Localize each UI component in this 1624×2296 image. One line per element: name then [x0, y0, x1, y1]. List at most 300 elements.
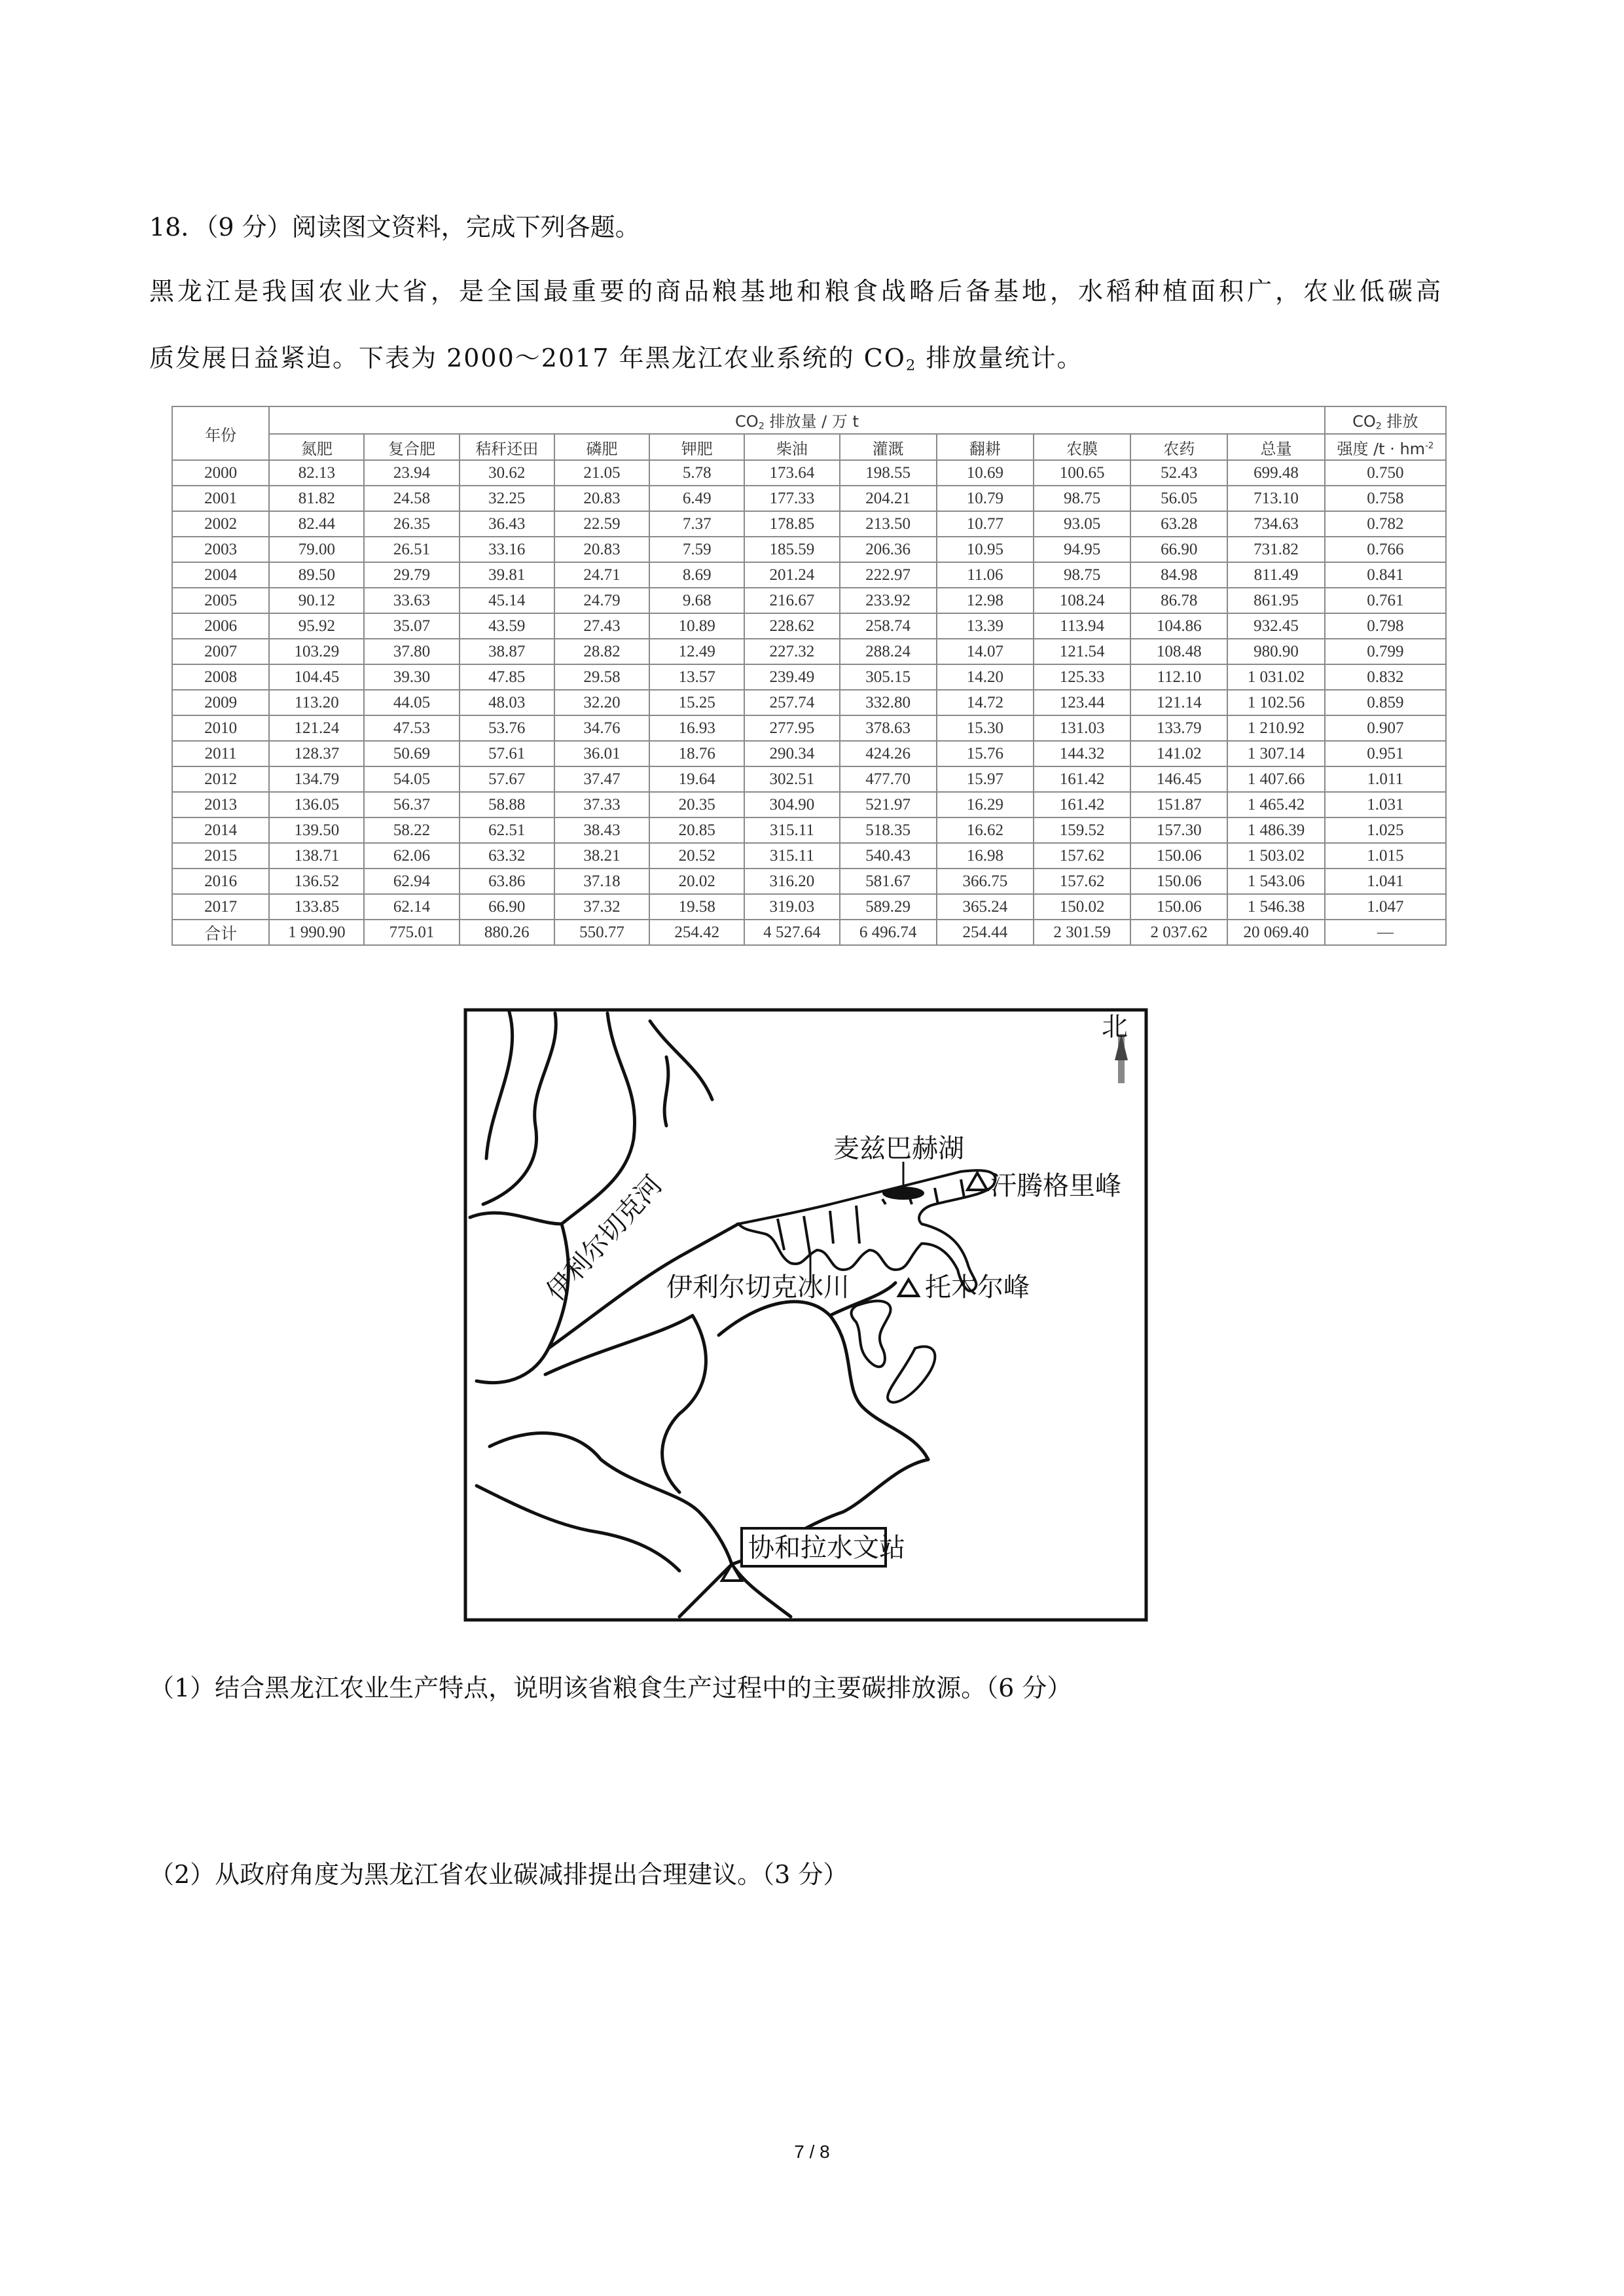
col-header: 氮肥 — [269, 434, 364, 460]
peak2-label: 托木尔峰 — [925, 1272, 1030, 1302]
total-cell: 4 527.64 — [744, 920, 839, 945]
table-row — [172, 741, 1446, 766]
emission-group-header — [269, 406, 1324, 434]
table-cell: 424.26 — [840, 741, 937, 766]
table-cell: 1 031.02 — [1227, 664, 1324, 690]
table-cell: 0.766 — [1325, 537, 1446, 562]
table-cell: 133.79 — [1130, 715, 1227, 741]
table-cell: 146.45 — [1130, 766, 1227, 792]
table-cell: 332.80 — [840, 690, 937, 715]
table-cell: 20.83 — [554, 537, 649, 562]
table-cell: 34.76 — [554, 715, 649, 741]
year-cell: 2002 — [172, 511, 269, 537]
table-cell: 121.14 — [1130, 690, 1227, 715]
year-cell: 2008 — [172, 664, 269, 690]
table-cell: 104.45 — [269, 664, 364, 690]
table-cell: 366.75 — [937, 869, 1034, 894]
table-cell: 10.95 — [937, 537, 1034, 562]
year-cell: 2016 — [172, 869, 269, 894]
table-cell: 36.43 — [460, 511, 554, 537]
table-cell: 113.20 — [269, 690, 364, 715]
table-cell: 113.94 — [1034, 613, 1130, 639]
table-row — [172, 537, 1446, 562]
table-cell: 136.05 — [269, 792, 364, 817]
table-cell: 0.798 — [1325, 613, 1446, 639]
table-cell: 0.750 — [1325, 460, 1446, 486]
table-cell: 26.51 — [364, 537, 459, 562]
table-row — [172, 588, 1446, 613]
table-cell: 28.82 — [554, 639, 649, 664]
total-cell: 2 037.62 — [1130, 920, 1227, 945]
table-cell: 161.42 — [1034, 766, 1130, 792]
table-cell: 98.75 — [1034, 486, 1130, 511]
table-cell: 21.05 — [554, 460, 649, 486]
table-cell: 20.02 — [649, 869, 744, 894]
intensity-header-line1-suffix: 排放 — [1381, 412, 1418, 431]
table-cell: 15.25 — [649, 690, 744, 715]
table-cell: 30.62 — [460, 460, 554, 486]
intro-line-1: 黑龙江是我国农业大省，是全国最重要的商品粮基地和粮食战略后备基地，水稻种植面积广，农业低碳高 — [149, 277, 1445, 306]
station-label: 协和拉水文站 — [748, 1533, 905, 1563]
table-cell: 50.69 — [364, 741, 459, 766]
table-cell: 15.30 — [937, 715, 1034, 741]
emission-group-header-suffix: 排放量 / 万 t — [764, 412, 859, 431]
table-cell: 150.06 — [1130, 869, 1227, 894]
table-cell: 157.62 — [1034, 869, 1130, 894]
table-row — [172, 511, 1446, 537]
table-cell: 57.67 — [460, 766, 554, 792]
year-cell: 2009 — [172, 690, 269, 715]
table-cell: 1 210.92 — [1227, 715, 1324, 741]
table-cell: 139.50 — [269, 817, 364, 843]
table-cell: 150.02 — [1034, 894, 1130, 920]
col-header: 翻耕 — [937, 434, 1034, 460]
table-row — [172, 766, 1446, 792]
question-title: 18．（9 分）阅读图文资料，完成下列各题。 — [149, 213, 640, 242]
table-row — [172, 664, 1446, 690]
glacier-label: 伊利尔切克冰川 — [666, 1272, 850, 1302]
table-cell: 10.89 — [649, 613, 744, 639]
subquestion-1: （1）结合黑龙江农业生产特点，说明该省粮食生产过程中的主要碳排放源。（6 分） — [149, 1674, 1072, 1702]
table-cell: 233.92 — [840, 588, 937, 613]
table-cell: 1.041 — [1325, 869, 1446, 894]
table-cell: 20.52 — [649, 843, 744, 869]
table-cell: 304.90 — [744, 792, 839, 817]
table-cell: 5.78 — [649, 460, 744, 486]
year-cell: 2014 — [172, 817, 269, 843]
table-cell: 7.59 — [649, 537, 744, 562]
table-cell: 222.97 — [840, 562, 937, 588]
table-cell: 185.59 — [744, 537, 839, 562]
table-cell: 138.71 — [269, 843, 364, 869]
table-cell: 14.72 — [937, 690, 1034, 715]
table-cell: 82.44 — [269, 511, 364, 537]
table-cell: 15.76 — [937, 741, 1034, 766]
table-cell: 48.03 — [460, 690, 554, 715]
table-cell: 16.29 — [937, 792, 1034, 817]
col-header: 总量 — [1227, 434, 1324, 460]
col-header: 灌溉 — [840, 434, 937, 460]
table-cell: 980.90 — [1227, 639, 1324, 664]
table-cell: 24.79 — [554, 588, 649, 613]
total-cell: — — [1325, 920, 1446, 945]
table-cell: 315.11 — [744, 817, 839, 843]
table-cell: 63.32 — [460, 843, 554, 869]
table-cell: 29.79 — [364, 562, 459, 588]
table-cell: 227.32 — [744, 639, 839, 664]
table-cell: 27.43 — [554, 613, 649, 639]
table-cell: 38.21 — [554, 843, 649, 869]
table-cell: 89.50 — [269, 562, 364, 588]
table-cell: 39.81 — [460, 562, 554, 588]
table-cell: 136.52 — [269, 869, 364, 894]
table-row — [172, 613, 1446, 639]
table-cell: 204.21 — [840, 486, 937, 511]
table-cell: 52.43 — [1130, 460, 1227, 486]
table-cell: 29.58 — [554, 664, 649, 690]
table-cell: 8.69 — [649, 562, 744, 588]
table-cell: 0.782 — [1325, 511, 1446, 537]
table-cell: 35.07 — [364, 613, 459, 639]
table-cell: 177.33 — [744, 486, 839, 511]
table-cell: 159.52 — [1034, 817, 1130, 843]
table-cell: 56.37 — [364, 792, 459, 817]
intensity-header-line2-text: 强度 /t · hm — [1337, 439, 1426, 458]
table-cell: 62.94 — [364, 869, 459, 894]
table-cell: 63.86 — [460, 869, 554, 894]
table-cell: 0.951 — [1325, 741, 1446, 766]
table-cell: 63.28 — [1130, 511, 1227, 537]
total-cell: 254.44 — [937, 920, 1034, 945]
table-cell: 13.57 — [649, 664, 744, 690]
table-cell: 477.70 — [840, 766, 937, 792]
table-cell: 14.20 — [937, 664, 1034, 690]
table-cell: 16.98 — [937, 843, 1034, 869]
table-row — [172, 690, 1446, 715]
table-cell: 150.06 — [1130, 894, 1227, 920]
year-cell: 2007 — [172, 639, 269, 664]
table-cell: 93.05 — [1034, 511, 1130, 537]
col-header: 秸秆还田 — [460, 434, 554, 460]
table-cell: 213.50 — [840, 511, 937, 537]
table-cell: 0.832 — [1325, 664, 1446, 690]
table-cell: 699.48 — [1227, 460, 1324, 486]
table-cell: 239.49 — [744, 664, 839, 690]
intensity-header-line1-sub: 2 — [1375, 421, 1382, 432]
table-cell: 19.64 — [649, 766, 744, 792]
col-header: 磷肥 — [554, 434, 649, 460]
table-cell: 1 546.38 — [1227, 894, 1324, 920]
table-cell: 26.35 — [364, 511, 459, 537]
table-cell: 0.859 — [1325, 690, 1446, 715]
year-cell: 2017 — [172, 894, 269, 920]
table-cell: 16.62 — [937, 817, 1034, 843]
table-cell: 57.61 — [460, 741, 554, 766]
table-cell: 84.98 — [1130, 562, 1227, 588]
table-row — [172, 715, 1446, 741]
table-cell: 12.98 — [937, 588, 1034, 613]
table-cell: 108.24 — [1034, 588, 1130, 613]
table-cell: 589.29 — [840, 894, 937, 920]
table-cell: 861.95 — [1227, 588, 1324, 613]
total-cell: 2 301.59 — [1034, 920, 1130, 945]
table-cell: 11.06 — [937, 562, 1034, 588]
table-cell: 141.02 — [1130, 741, 1227, 766]
table-cell: 161.42 — [1034, 792, 1130, 817]
table-cell: 0.799 — [1325, 639, 1446, 664]
table-cell: 0.907 — [1325, 715, 1446, 741]
table-cell: 1.047 — [1325, 894, 1446, 920]
table-cell: 112.10 — [1130, 664, 1227, 690]
table-cell: 150.06 — [1130, 843, 1227, 869]
table-cell: 123.44 — [1034, 690, 1130, 715]
table-cell: 10.69 — [937, 460, 1034, 486]
table-cell: 53.76 — [460, 715, 554, 741]
table-cell: 1 486.39 — [1227, 817, 1324, 843]
year-cell: 2004 — [172, 562, 269, 588]
table-cell: 7.37 — [649, 511, 744, 537]
table-row — [172, 562, 1446, 588]
table-cell: 20.83 — [554, 486, 649, 511]
table-cell: 44.05 — [364, 690, 459, 715]
table-cell: 33.16 — [460, 537, 554, 562]
table-cell: 540.43 — [840, 843, 937, 869]
table-cell: 38.43 — [554, 817, 649, 843]
table-cell: 66.90 — [1130, 537, 1227, 562]
table-cell: 12.49 — [649, 639, 744, 664]
table-cell: 302.51 — [744, 766, 839, 792]
table-cell: 1 102.56 — [1227, 690, 1324, 715]
co2-emission-table — [171, 406, 1447, 946]
table-cell: 13.39 — [937, 613, 1034, 639]
year-cell: 2012 — [172, 766, 269, 792]
intro-line-2-prefix: 质发展日益紧迫。下表为 2000～2017 年黑龙江农业系统的 CO — [149, 344, 906, 372]
table-cell: 20.35 — [649, 792, 744, 817]
table-cell: 18.76 — [649, 741, 744, 766]
lake-mark — [882, 1187, 924, 1200]
year-cell: 2001 — [172, 486, 269, 511]
table-cell: 37.33 — [554, 792, 649, 817]
table-cell: 14.07 — [937, 639, 1034, 664]
intro-co2-subscript: 2 — [905, 357, 917, 374]
table-cell: 62.06 — [364, 843, 459, 869]
year-header: 年份 — [172, 406, 269, 460]
year-cell: 2005 — [172, 588, 269, 613]
subquestion-2: （2）从政府角度为黑龙江省农业碳减排提出合理建议。（3 分） — [149, 1860, 848, 1889]
col-header: 农膜 — [1034, 434, 1130, 460]
total-cell: 550.77 — [554, 920, 649, 945]
table-cell: 79.00 — [269, 537, 364, 562]
table-cell: 1.015 — [1325, 843, 1446, 869]
table-cell: 518.35 — [840, 817, 937, 843]
peak1-label: 汗腾格里峰 — [990, 1171, 1121, 1201]
table-cell: 378.63 — [840, 715, 937, 741]
table-cell: 10.77 — [937, 511, 1034, 537]
table-cell: 16.93 — [649, 715, 744, 741]
table-cell: 20.85 — [649, 817, 744, 843]
table-cell: 121.54 — [1034, 639, 1130, 664]
table-cell: 0.758 — [1325, 486, 1446, 511]
table-cell: 305.15 — [840, 664, 937, 690]
table-cell: 103.29 — [269, 639, 364, 664]
intensity-header-line2 — [1325, 434, 1446, 460]
table-cell: 10.79 — [937, 486, 1034, 511]
table-cell: 365.24 — [937, 894, 1034, 920]
table-cell: 258.74 — [840, 613, 937, 639]
table-cell: 108.48 — [1130, 639, 1227, 664]
table-cell: 15.97 — [937, 766, 1034, 792]
table-cell: 201.24 — [744, 562, 839, 588]
table-cell: 24.71 — [554, 562, 649, 588]
table-cell: 37.47 — [554, 766, 649, 792]
table-cell: 38.87 — [460, 639, 554, 664]
table-cell: 100.65 — [1034, 460, 1130, 486]
table-cell: 1.011 — [1325, 766, 1446, 792]
table-cell: 315.11 — [744, 843, 839, 869]
table-cell: 173.64 — [744, 460, 839, 486]
table-cell: 198.55 — [840, 460, 937, 486]
col-header: 复合肥 — [364, 434, 459, 460]
table-cell: 47.53 — [364, 715, 459, 741]
emission-group-header-sub: 2 — [758, 421, 765, 432]
intro-line-2 — [149, 346, 1083, 373]
table-cell: 32.25 — [460, 486, 554, 511]
table-cell: 134.79 — [269, 766, 364, 792]
col-header: 柴油 — [744, 434, 839, 460]
table-cell: 19.58 — [649, 894, 744, 920]
river-label: 伊利尔切克河 — [541, 1170, 669, 1307]
table-cell: 32.20 — [554, 690, 649, 715]
table-cell: 23.94 — [364, 460, 459, 486]
table-cell: 66.90 — [460, 894, 554, 920]
year-cell: 2013 — [172, 792, 269, 817]
table-cell: 54.05 — [364, 766, 459, 792]
total-cell: 880.26 — [460, 920, 554, 945]
table-cell: 43.59 — [460, 613, 554, 639]
intensity-header-line2-sup: -2 — [1425, 440, 1434, 451]
table-row — [172, 843, 1446, 869]
table-cell: 62.51 — [460, 817, 554, 843]
table-cell: 157.30 — [1130, 817, 1227, 843]
table-cell: 157.62 — [1034, 843, 1130, 869]
table-cell: 0.761 — [1325, 588, 1446, 613]
table-cell: 734.63 — [1227, 511, 1324, 537]
total-label-cell: 合计 — [172, 920, 269, 945]
table-cell: 178.85 — [744, 511, 839, 537]
table-cell: 144.32 — [1034, 741, 1130, 766]
col-header: 农药 — [1130, 434, 1227, 460]
intensity-header-line1 — [1325, 406, 1446, 434]
year-cell: 2003 — [172, 537, 269, 562]
table-cell: 581.67 — [840, 869, 937, 894]
table-cell: 37.18 — [554, 869, 649, 894]
table-cell: 121.24 — [269, 715, 364, 741]
table-cell: 104.86 — [1130, 613, 1227, 639]
table-cell: 1.031 — [1325, 792, 1446, 817]
table-cell: 1 503.02 — [1227, 843, 1324, 869]
year-cell: 2010 — [172, 715, 269, 741]
table-cell: 39.30 — [364, 664, 459, 690]
year-cell: 2011 — [172, 741, 269, 766]
total-cell: 254.42 — [649, 920, 744, 945]
table-cell: 9.68 — [649, 588, 744, 613]
table-cell: 47.85 — [460, 664, 554, 690]
table-cell: 277.95 — [744, 715, 839, 741]
table-row — [172, 817, 1446, 843]
total-cell: 1 990.90 — [269, 920, 364, 945]
table-cell: 37.32 — [554, 894, 649, 920]
table-cell: 133.85 — [269, 894, 364, 920]
table-cell: 932.45 — [1227, 613, 1324, 639]
table-row — [172, 869, 1446, 894]
table-cell: 811.49 — [1227, 562, 1324, 588]
table-cell: 1.025 — [1325, 817, 1446, 843]
north-label: 北 — [1102, 1012, 1128, 1042]
table-cell: 316.20 — [744, 869, 839, 894]
table-cell: 36.01 — [554, 741, 649, 766]
table-cell: 58.22 — [364, 817, 459, 843]
table-cell: 98.75 — [1034, 562, 1130, 588]
emission-group-header-prefix: CO — [735, 412, 759, 431]
table-cell: 125.33 — [1034, 664, 1130, 690]
table-cell: 1 543.06 — [1227, 869, 1324, 894]
table-cell: 1 465.42 — [1227, 792, 1324, 817]
table-row — [172, 894, 1446, 920]
table-cell: 206.36 — [840, 537, 937, 562]
table-cell: 319.03 — [744, 894, 839, 920]
table-row — [172, 460, 1446, 486]
table-cell: 86.78 — [1130, 588, 1227, 613]
table-cell: 228.62 — [744, 613, 839, 639]
table-cell: 58.88 — [460, 792, 554, 817]
table-cell: 24.58 — [364, 486, 459, 511]
table-row — [172, 639, 1446, 664]
table-cell: 45.14 — [460, 588, 554, 613]
table-cell: 82.13 — [269, 460, 364, 486]
table-cell: 216.67 — [744, 588, 839, 613]
total-cell: 775.01 — [364, 920, 459, 945]
total-cell: 6 496.74 — [840, 920, 937, 945]
table-row — [172, 486, 1446, 511]
year-cell: 2015 — [172, 843, 269, 869]
table-cell: 90.12 — [269, 588, 364, 613]
table-cell: 56.05 — [1130, 486, 1227, 511]
year-cell: 2006 — [172, 613, 269, 639]
table-cell: 1 407.66 — [1227, 766, 1324, 792]
table-cell: 151.87 — [1130, 792, 1227, 817]
table-cell: 731.82 — [1227, 537, 1324, 562]
table-cell: 257.74 — [744, 690, 839, 715]
table-cell: 0.841 — [1325, 562, 1446, 588]
table-cell: 1 307.14 — [1227, 741, 1324, 766]
table-cell: 6.49 — [649, 486, 744, 511]
table-cell: 81.82 — [269, 486, 364, 511]
total-cell: 20 069.40 — [1227, 920, 1324, 945]
table-cell: 37.80 — [364, 639, 459, 664]
table-cell: 62.14 — [364, 894, 459, 920]
table-cell: 290.34 — [744, 741, 839, 766]
table-cell: 33.63 — [364, 588, 459, 613]
table-cell: 521.97 — [840, 792, 937, 817]
table-cell: 713.10 — [1227, 486, 1324, 511]
total-row — [172, 920, 1446, 945]
table-cell: 95.92 — [269, 613, 364, 639]
glacier-map — [463, 1008, 1148, 1622]
table-cell: 131.03 — [1034, 715, 1130, 741]
intensity-header-line1-prefix: CO — [1352, 412, 1376, 431]
table-row — [172, 792, 1446, 817]
lake-label: 麦兹巴赫湖 — [833, 1134, 964, 1164]
